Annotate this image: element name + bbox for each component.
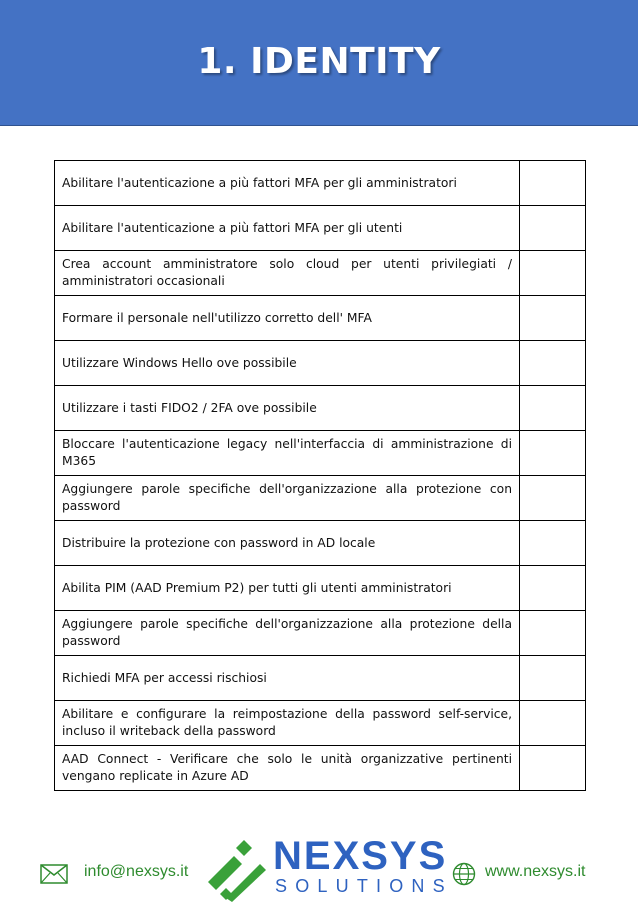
checklist-checkbox[interactable] (520, 251, 586, 296)
globe-icon (452, 862, 476, 886)
checklist-row (55, 701, 586, 746)
checklist-item-label: Formare il personale nell'utilizzo corretto dell' MFA (55, 296, 520, 341)
checklist-item-label: Abilitare l'autenticazione a più fattori MFA per gli amministratori (55, 161, 520, 206)
checklist-row (55, 431, 586, 476)
checklist-row (55, 251, 586, 296)
checklist-row (55, 341, 586, 386)
checklist-checkbox[interactable] (520, 656, 586, 701)
checklist-checkbox[interactable] (520, 386, 586, 431)
checklist-checkbox[interactable] (520, 566, 586, 611)
checklist-row (55, 476, 586, 521)
checklist-item-label: Abilitare e configurare la reimpostazione della password self-service, incluso il writeback della password (55, 701, 520, 746)
checklist-item-label: Bloccare l'autenticazione legacy nell'interfaccia di amministrazione di M365 (55, 431, 520, 476)
email-link[interactable]: info@nexsys.it (84, 863, 189, 880)
checklist-checkbox[interactable] (520, 476, 586, 521)
checklist-item-label: Utilizzare i tasti FIDO2 / 2FA ove possibile (55, 386, 520, 431)
checklist-item-label: Utilizzare Windows Hello ove possibile (55, 341, 520, 386)
checklist-item-label: AAD Connect - Verificare che solo le unità organizzative pertinenti vengano replicate in Azure AD (55, 746, 520, 791)
checklist-item-label: Aggiungere parole specifiche dell'organizzazione alla protezione della password (55, 611, 520, 656)
checklist-checkbox[interactable] (520, 431, 586, 476)
checklist-checkbox[interactable] (520, 521, 586, 566)
checklist-table (54, 160, 586, 791)
page-title: 1. IDENTITY (197, 41, 441, 82)
checklist-checkbox[interactable] (520, 341, 586, 386)
checklist-row (55, 296, 586, 341)
logo-subtitle: SOLUTIONS (275, 876, 453, 896)
checklist-item-label: Crea account amministratore solo cloud per utenti privilegiati / amministratori occasionali (55, 251, 520, 296)
checklist-item-label: Abilita PIM (AAD Premium P2) per tutti gli utenti amministratori (55, 566, 520, 611)
checklist-item-label: Richiedi MFA per accessi rischiosi (55, 656, 520, 701)
checklist-checkbox[interactable] (520, 611, 586, 656)
checklist-item-label: Abilitare l'autenticazione a più fattori MFA per gli utenti (55, 206, 520, 251)
website-link[interactable]: www.nexsys.it (485, 863, 586, 880)
checklist-checkbox[interactable] (520, 296, 586, 341)
checklist-checkbox[interactable] (520, 161, 586, 206)
footer (0, 828, 638, 922)
checklist-checkbox[interactable] (520, 701, 586, 746)
title-banner (0, 0, 638, 126)
checklist-row (55, 656, 586, 701)
checklist-row (55, 206, 586, 251)
checklist-row (55, 746, 586, 791)
checklist-row (55, 611, 586, 656)
checklist-row (55, 521, 586, 566)
checklist-item-label: Distribuire la protezione con password in AD locale (55, 521, 520, 566)
checklist-row (55, 566, 586, 611)
mail-icon (40, 864, 68, 884)
checklist-row (55, 386, 586, 431)
checklist-row (55, 161, 586, 206)
checklist-item-label: Aggiungere parole specifiche dell'organizzazione alla protezione con password (55, 476, 520, 521)
checklist-checkbox[interactable] (520, 206, 586, 251)
nexsys-logo-mark-icon (204, 836, 266, 902)
checklist-checkbox[interactable] (520, 746, 586, 791)
logo-name: NEXSYS (273, 834, 448, 878)
